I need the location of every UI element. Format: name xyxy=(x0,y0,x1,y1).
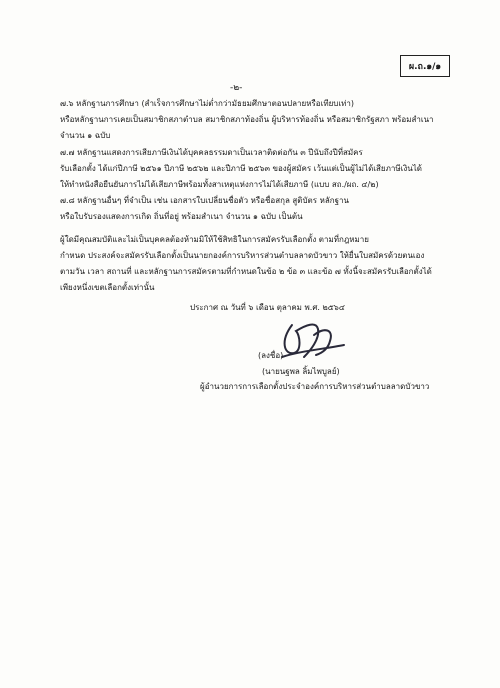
closing-paragraph: ผู้ใดมีคุณสมบัติและไม่เป็นบุคคลต้องห้ามมิให้ใช้สิทธิในการสมัครรับเลือกตั้ง ตามที่กฎหมาย กำหนด ประสงค์จะสมัครรับเลือกตั้งเป็นนายกองค์การบริหารส่วนตำบลลาดบัวขาว ให้ยื่นใบสมัครด้วยตนเอง ตามวัน เวลา สถานที่ และหลักฐานการสมัครตามที่กำหนดในข้อ ๒ ข้อ ๓ และข้อ ๗ ทั้งนี้จะสมัครรับเลือกตั้งได้ เพียงหนึ่งเขตเลือกตั้งเท่านั้น xyxy=(60,235,432,292)
form-code-box: ผ.ถ.๑/๑ xyxy=(400,55,450,77)
signer-name: (นายนฐพล ลิ้มไพบูลย์) xyxy=(262,367,340,376)
item-7-6-paragraph: ๗.๖ หลักฐานการศึกษา (สำเร็จการศึกษาไม่ต่ำกว่ามัธยมศึกษาตอนปลายหรือเทียบเท่า) หรือหลักฐานการเคยเป็นสมาชิกสภาตำบล สมาชิกสภาท้องถิ่น ผู้บริหารท้องถิ่น หรือสมาชิกรัฐสภา พร้อมสำเนา จำนวน ๑ ฉบับ xyxy=(60,99,434,140)
signer-title: ผู้อำนวยการการเลือกตั้งประจำองค์การบริหารส่วนตำบลลาดบัวขาว xyxy=(200,382,430,391)
item-7-7-paragraph: ๗.๗ หลักฐานแสดงการเสียภาษีเงินได้บุคคลธรรมดาเป็นเวลาติดต่อกัน ๓ ปีนับถึงปีที่สมัคร รับเลือกตั้ง ได้แก่ปีภาษี ๒๕๖๑ ปีภาษี ๒๕๖๒ และปีภาษี ๒๕๖๓ ของผู้สมัคร เว้นแต่เป็นผู้ไม่ได้เสียภาษีเงินได้ ให้ทำหนังสือยืนยันการไม่ได้เสียภาษีพร้อมทั้งสาเหตุแห่งการไม่ได้เสียภาษี (แบบ สถ./ผถ. ๔/๒) xyxy=(60,148,422,189)
page-number: -๒- xyxy=(230,83,243,93)
announcement-date: ประกาศ ณ วันที่ ๖ เดือน ตุลาคม พ.ศ. ๒๕๖๔ xyxy=(190,303,345,312)
signed-label: (ลงชื่อ) xyxy=(258,351,284,360)
item-7-8-paragraph: ๗.๘ หลักฐานอื่นๆ ที่จำเป็น เช่น เอกสารใบเปลี่ยนชื่อตัว หรือชื่อสกุล สูติบัตร หลักฐาน หรือใบรับรองแสดงการเกิด ถิ่นที่อยู่ พร้อมสำเนา จำนวน ๑ ฉบับ เป็นต้น xyxy=(60,196,349,221)
